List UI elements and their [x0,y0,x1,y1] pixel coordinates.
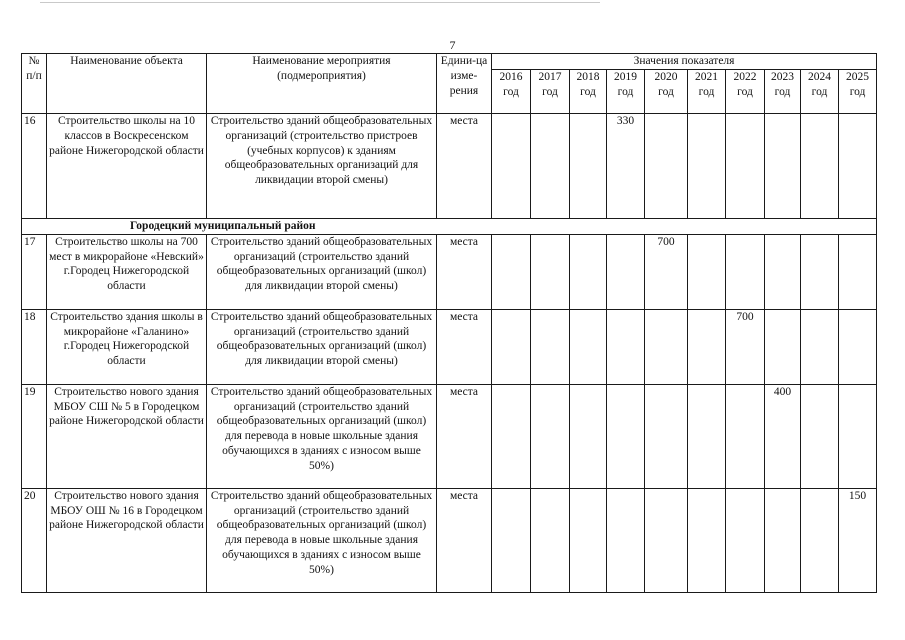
value-cell [726,384,765,488]
indicators-table [21,53,877,593]
table-row [22,384,877,488]
value-cell [607,488,645,592]
section-row [22,219,877,235]
object-name: Строительство школы на 700 мест в микрорайоне «Невский» г.Городец Нижегородской области [47,234,207,309]
value-cell [607,234,645,309]
row-num: 19 [22,384,47,488]
row-num: 16 [22,114,47,219]
measure-name: Строительство зданий общеобразовательных организаций (строительство пристроев (учебных корпусов) к зданиям общеобразовательных организаций для ликвидации второй смены) [207,114,437,219]
unit-cell: места [437,234,492,309]
value-cell [839,114,877,219]
value-cell [531,384,570,488]
value-cell [531,488,570,592]
object-name: Строительство школы на 10 классов в Воскресенском районе Нижегородской области [47,114,207,219]
value-cell [839,384,877,488]
measure-name: Строительство зданий общеобразовательных организаций (строительство зданий общеобразовательных организаций (школ) для ликвидации второй смены) [207,234,437,309]
value-cell: 400 [765,384,801,488]
value-cell [839,234,877,309]
value-cell [801,384,839,488]
value-cell [570,488,607,592]
value-cell [570,384,607,488]
value-cell [688,114,726,219]
object-name: Строительство нового здания МБОУ ОШ № 16 в Городецком районе Нижегородской области [47,488,207,592]
header-year: 2025 год [839,70,877,114]
header-year: 2022 год [726,70,765,114]
value-cell [726,234,765,309]
table-row [22,114,877,219]
unit-cell: места [437,114,492,219]
value-cell [765,309,801,384]
value-cell [492,234,531,309]
value-cell [688,234,726,309]
header-num: № п/п [22,54,47,114]
value-cell [726,488,765,592]
value-cell [688,384,726,488]
value-cell [765,114,801,219]
value-cell [726,114,765,219]
header-year: 2021 год [688,70,726,114]
value-cell [492,384,531,488]
value-cell: 150 [839,488,877,592]
row-num: 18 [22,309,47,384]
value-cell [607,309,645,384]
page-number: 7 [449,38,456,52]
value-cell [839,309,877,384]
header-year: 2023 год [765,70,801,114]
value-cell [801,488,839,592]
unit-cell: места [437,384,492,488]
row-num: 20 [22,488,47,592]
value-cell [765,234,801,309]
value-cell [570,234,607,309]
value-cell [765,488,801,592]
value-cell [645,488,688,592]
scan-top-edge-line [40,2,600,3]
value-cell [531,114,570,219]
header-object: Наименование объекта [47,54,207,114]
value-cell [492,114,531,219]
header-measure: Наименование мероприятия (подмероприятия) [207,54,437,114]
measure-name: Строительство зданий общеобразовательных организаций (строительство зданий общеобразовательных организаций (школ) для перевода в новые школьные здания обучающихся в зданиях с износом выше 50%) [207,384,437,488]
header-year: 2020 год [645,70,688,114]
table-row [22,309,877,384]
measure-name: Строительство зданий общеобразовательных организаций (строительство зданий общеобразовательных организаций (школ) для перевода в новые школьные здания обучающихся в зданиях с износом выше 50%) [207,488,437,592]
unit-cell: места [437,488,492,592]
value-cell [492,309,531,384]
value-cell [801,309,839,384]
header-year: 2017 год [531,70,570,114]
table-row [22,488,877,592]
header-year: 2018 год [570,70,607,114]
value-cell [570,309,607,384]
value-cell [607,384,645,488]
value-cell [492,488,531,592]
value-cell: 700 [726,309,765,384]
unit-cell: места [437,309,492,384]
table-row [22,234,877,309]
value-cell: 700 [645,234,688,309]
header-values-group: Значения показателя [492,54,877,70]
object-name: Строительство здания школы в микрорайоне «Галанино» г.Городец Нижегородской области [47,309,207,384]
value-cell [688,488,726,592]
header-year: 2019 год [607,70,645,114]
section-title: Городецкий муниципальный район [22,219,877,235]
value-cell [531,309,570,384]
value-cell [645,114,688,219]
value-cell [645,384,688,488]
header-year: 2024 год [801,70,839,114]
measure-name: Строительство зданий общеобразовательных организаций (строительство зданий общеобразовательных организаций (школ) для ликвидации второй смены) [207,309,437,384]
header-year: 2016 год [492,70,531,114]
row-num: 17 [22,234,47,309]
value-cell [801,114,839,219]
value-cell [531,234,570,309]
value-cell [688,309,726,384]
value-cell [801,234,839,309]
header-unit: Едини-ца изме-рения [437,54,492,114]
value-cell [570,114,607,219]
value-cell [645,309,688,384]
object-name: Строительство нового здания МБОУ СШ № 5 в Городецком районе Нижегородской области [47,384,207,488]
value-cell: 330 [607,114,645,219]
